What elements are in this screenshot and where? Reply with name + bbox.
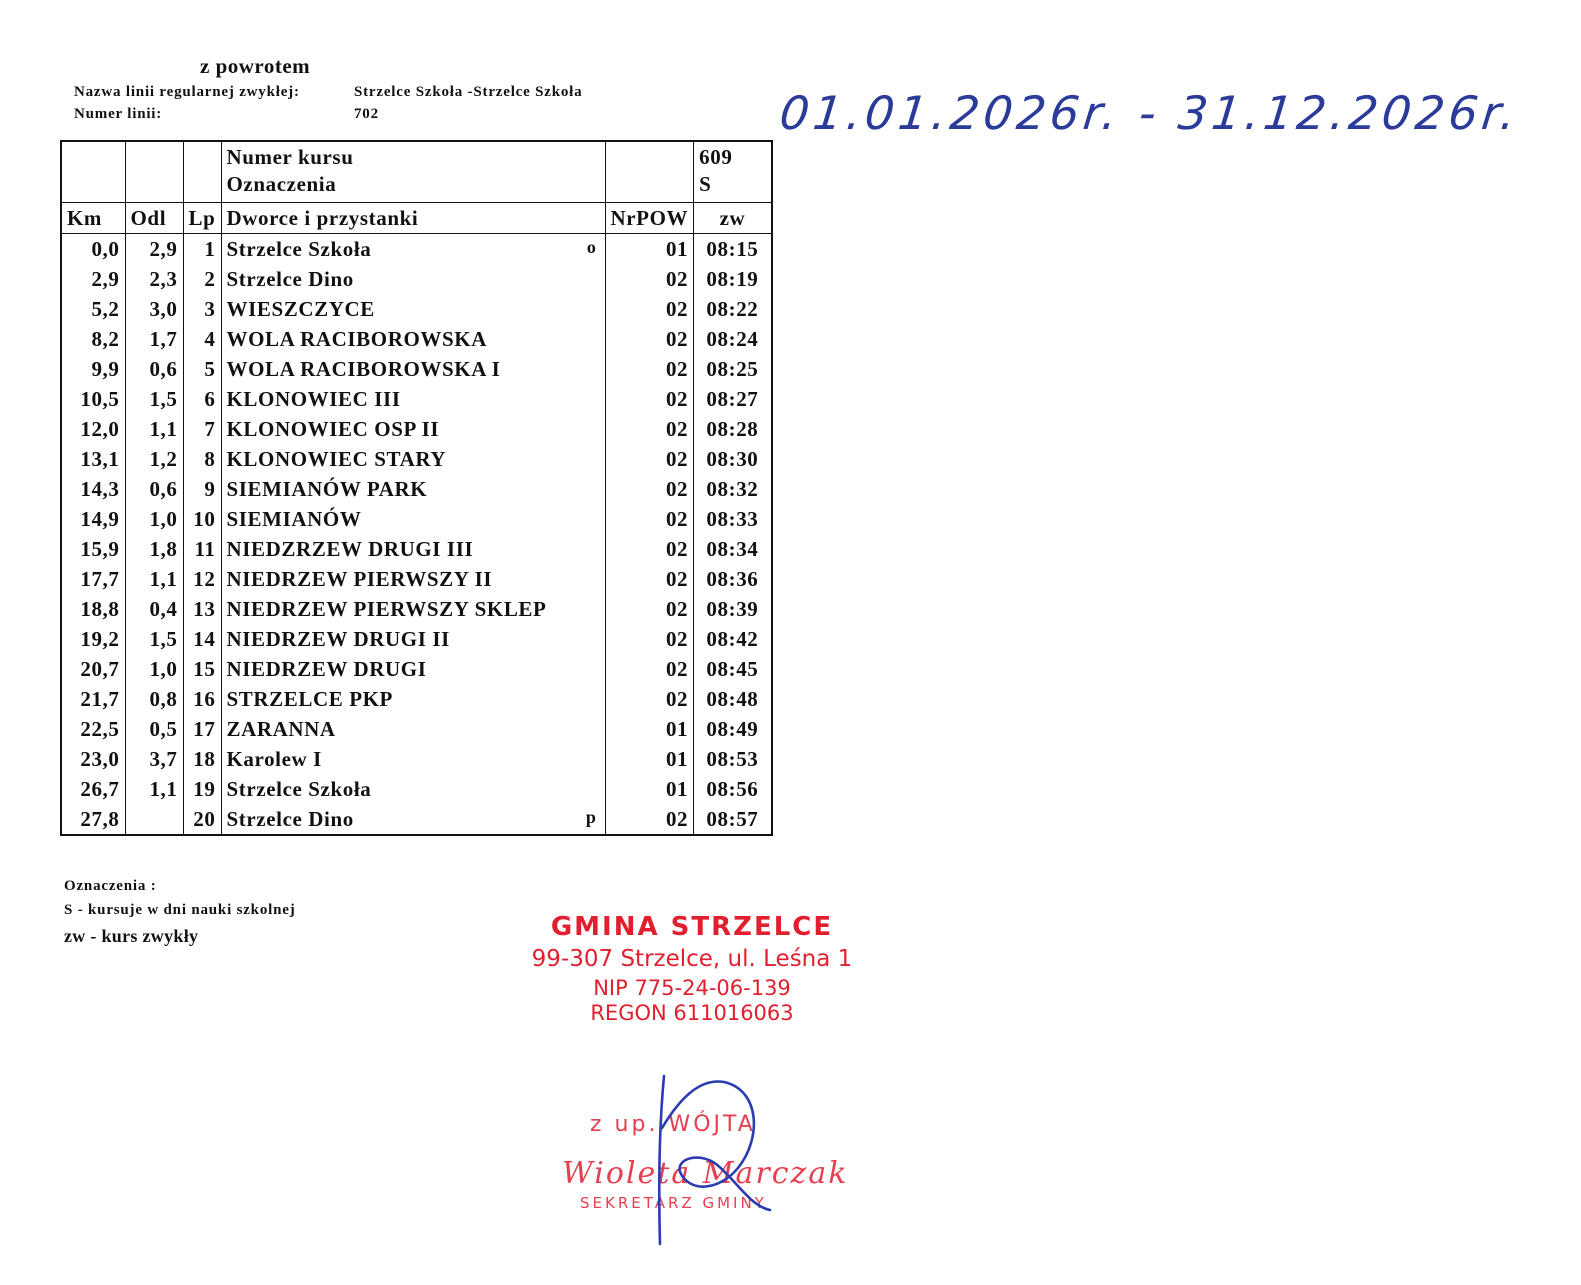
stop-name: NIEDRZEW DRUGI II [226,626,450,651]
header-lp: Lp [183,203,221,234]
stop-flag: o [586,236,597,257]
header-blank [125,172,183,203]
header-row-marks [61,172,772,203]
cell-stop [221,564,605,594]
stop-name: WOLA RACIBOROWSKA [226,326,487,351]
cell-odl: 3,7 [125,744,183,774]
header-blank [61,172,125,203]
signature-on-behalf: z up. WÓJTA [590,1112,756,1137]
cell-lp: 11 [183,534,221,564]
stamp-name: GMINA STRZELCE [550,912,834,942]
cell-odl [125,804,183,835]
cell-nrpow: 02 [605,294,694,324]
cell-nrpow: 02 [605,804,694,835]
cell-nrpow: 02 [605,444,694,474]
table-row [61,294,772,324]
cell-stop [221,594,605,624]
cell-odl: 1,1 [125,414,183,444]
stop-name: SIEMIANÓW [226,506,362,531]
cell-time: 08:39 [694,594,772,624]
cell-odl: 0,6 [125,474,183,504]
stop-name: Strzelce Dino [226,806,354,831]
table-row [61,324,772,354]
header-blank [183,141,221,172]
header-blank [605,172,694,203]
header-blank [605,141,694,172]
cell-odl: 1,0 [125,504,183,534]
cell-time: 08:56 [694,774,772,804]
cell-lp: 18 [183,744,221,774]
cell-stop [221,324,605,354]
handwritten-signature [620,1068,810,1258]
cell-nrpow: 01 [605,714,694,744]
cell-nrpow: 02 [605,684,694,714]
cell-nrpow: 02 [605,624,694,654]
header-blank [125,141,183,172]
stop-name: SIEMIANÓW PARK [226,476,428,501]
table-row [61,654,772,684]
cell-time: 08:32 [694,474,772,504]
header-course-number-label: Numer kursu [221,141,605,172]
cell-stop [221,534,605,564]
header-nrpow: NrPOW [605,203,694,234]
cell-odl: 2,3 [125,264,183,294]
handwritten-validity-dates: 01.01.2026r. - 31.12.2026r. [777,86,1523,140]
cell-km: 8,2 [61,324,125,354]
cell-lp: 19 [183,774,221,804]
table-row [61,234,772,265]
header-marks-label: Oznaczenia [221,172,605,203]
cell-km: 20,7 [61,654,125,684]
cell-nrpow: 02 [605,354,694,384]
cell-km: 5,2 [61,294,125,324]
cell-km: 26,7 [61,774,125,804]
cell-odl: 1,5 [125,384,183,414]
cell-nrpow: 02 [605,564,694,594]
cell-time: 08:15 [694,234,772,265]
cell-nrpow: 01 [605,744,694,774]
cell-nrpow: 01 [605,234,694,265]
table-row [61,774,772,804]
header-blank [183,172,221,203]
stop-name: KLONOWIEC STARY [226,446,447,471]
cell-nrpow: 02 [605,324,694,354]
stop-name: WIESZCZYCE [226,296,375,321]
stamp-nip: NIP 775-24-06-139 [593,976,791,1000]
cell-stop [221,714,605,744]
cell-stop [221,504,605,534]
stop-name: Karolew I [226,746,322,771]
cell-km: 21,7 [61,684,125,714]
cell-lp: 12 [183,564,221,594]
header-course-mark: S [694,172,772,203]
header-row-course [61,141,772,172]
cell-lp: 20 [183,804,221,835]
cell-km: 27,8 [61,804,125,835]
table-row [61,564,772,594]
header-stops: Dworce i przystanki [221,203,605,234]
cell-nrpow: 02 [605,414,694,444]
cell-stop [221,354,605,384]
cell-stop [221,684,605,714]
line-name-value: Strzelce Szkoła -Strzelce Szkoła [354,84,583,100]
stop-name: NIEDZRZEW DRUGI III [226,536,474,561]
cell-nrpow: 02 [605,384,694,414]
cell-odl: 0,4 [125,594,183,624]
cell-stop [221,804,605,835]
cell-time: 08:36 [694,564,772,594]
header-row-columns [61,203,772,234]
cell-lp: 9 [183,474,221,504]
stop-name: Strzelce Szkoła [226,236,372,261]
table-row [61,384,772,414]
cell-nrpow: 02 [605,504,694,534]
cell-odl: 3,0 [125,294,183,324]
stamp-address: 99-307 Strzelce, ul. Leśna 1 [531,946,853,972]
line-number-label: Numer linii: [74,106,163,122]
cell-lp: 14 [183,624,221,654]
cell-time: 08:57 [694,804,772,835]
table-row [61,504,772,534]
cell-time: 08:22 [694,294,772,324]
stamp-regon: REGON 611016063 [590,1001,794,1025]
cell-time: 08:49 [694,714,772,744]
cell-km: 15,9 [61,534,125,564]
cell-stop [221,774,605,804]
cell-stop [221,744,605,774]
cell-time: 08:34 [694,534,772,564]
cell-time: 08:30 [694,444,772,474]
stop-name: STRZELCE PKP [226,686,393,711]
cell-time: 08:53 [694,744,772,774]
cell-km: 22,5 [61,714,125,744]
cell-km: 2,9 [61,264,125,294]
table-row [61,444,772,474]
page-title: z powrotem [200,54,311,78]
cell-stop [221,234,605,265]
legend-title: Oznaczenia : [64,878,157,894]
cell-stop [221,294,605,324]
cell-stop [221,654,605,684]
line-name-label: Nazwa linii regularnej zwykłej: [74,84,300,100]
cell-stop [221,414,605,444]
signature-role: SEKRETARZ GMINY [580,1194,767,1212]
table-row [61,474,772,504]
stop-name: KLONOWIEC OSP II [226,416,440,441]
cell-odl: 0,5 [125,714,183,744]
header-blank [61,141,125,172]
cell-time: 08:33 [694,504,772,534]
stop-name: ZARANNA [226,716,336,741]
cell-odl: 0,8 [125,684,183,714]
stop-name: WOLA RACIBOROWSKA I [226,356,501,381]
cell-time: 08:42 [694,624,772,654]
cell-lp: 4 [183,324,221,354]
cell-km: 9,9 [61,354,125,384]
cell-km: 23,0 [61,744,125,774]
table-row [61,354,772,384]
table-row [61,684,772,714]
cell-km: 13,1 [61,444,125,474]
stop-name: NIEDRZEW PIERWSZY II [226,566,493,591]
cell-stop [221,264,605,294]
cell-lp: 10 [183,504,221,534]
cell-nrpow: 02 [605,474,694,504]
cell-nrpow: 02 [605,654,694,684]
cell-odl: 1,1 [125,774,183,804]
cell-lp: 5 [183,354,221,384]
cell-odl: 1,8 [125,534,183,564]
cell-lp: 6 [183,384,221,414]
cell-nrpow: 02 [605,534,694,564]
line-number-value: 702 [354,106,379,122]
office-stamp [492,912,892,1025]
cell-km: 0,0 [61,234,125,265]
table-row [61,594,772,624]
timetable-body [61,234,772,836]
cell-lp: 3 [183,294,221,324]
timetable [60,140,773,836]
header-course-number: 609 [694,141,772,172]
cell-odl: 1,5 [125,624,183,654]
stop-name: Strzelce Dino [226,266,354,291]
stop-name: Strzelce Szkoła [226,776,372,801]
stop-name: NIEDRZEW DRUGI [226,656,427,681]
cell-time: 08:25 [694,354,772,384]
cell-time: 08:27 [694,384,772,414]
cell-km: 19,2 [61,624,125,654]
cell-km: 14,9 [61,504,125,534]
table-row [61,804,772,835]
cell-nrpow: 02 [605,594,694,624]
cell-odl: 1,2 [125,444,183,474]
cell-odl: 1,0 [125,654,183,684]
table-row [61,264,772,294]
cell-time: 08:45 [694,654,772,684]
stop-flag: p [585,806,597,827]
cell-time: 08:48 [694,684,772,714]
cell-stop [221,624,605,654]
cell-lp: 17 [183,714,221,744]
cell-lp: 8 [183,444,221,474]
table-row [61,534,772,564]
table-row [61,624,772,654]
cell-km: 17,7 [61,564,125,594]
cell-stop [221,384,605,414]
stop-name: KLONOWIEC III [226,386,401,411]
cell-km: 14,3 [61,474,125,504]
header-km: Km [61,203,125,234]
legend-s: S - kursuje w dni nauki szkolnej [64,902,296,918]
cell-lp: 13 [183,594,221,624]
cell-odl: 2,9 [125,234,183,265]
cell-lp: 7 [183,414,221,444]
table-row [61,744,772,774]
cell-km: 18,8 [61,594,125,624]
cell-stop [221,474,605,504]
cell-stop [221,444,605,474]
header-course-type: zw [694,203,772,234]
cell-km: 12,0 [61,414,125,444]
table-row [61,714,772,744]
table-row [61,414,772,444]
signature-name: Wioleta Marczak [562,1156,849,1191]
line-number-row [74,106,379,123]
cell-time: 08:28 [694,414,772,444]
cell-lp: 15 [183,654,221,684]
cell-lp: 16 [183,684,221,714]
cell-time: 08:19 [694,264,772,294]
header-odl: Odl [125,203,183,234]
legend-zw: zw - kurs zwykły [64,926,199,946]
cell-nrpow: 02 [605,264,694,294]
cell-odl: 1,7 [125,324,183,354]
stop-name: NIEDRZEW PIERWSZY SKLEP [226,596,547,621]
line-name-row [74,84,583,101]
cell-km: 10,5 [61,384,125,414]
cell-odl: 0,6 [125,354,183,384]
cell-time: 08:24 [694,324,772,354]
cell-lp: 1 [183,234,221,265]
cell-lp: 2 [183,264,221,294]
cell-nrpow: 01 [605,774,694,804]
cell-odl: 1,1 [125,564,183,594]
